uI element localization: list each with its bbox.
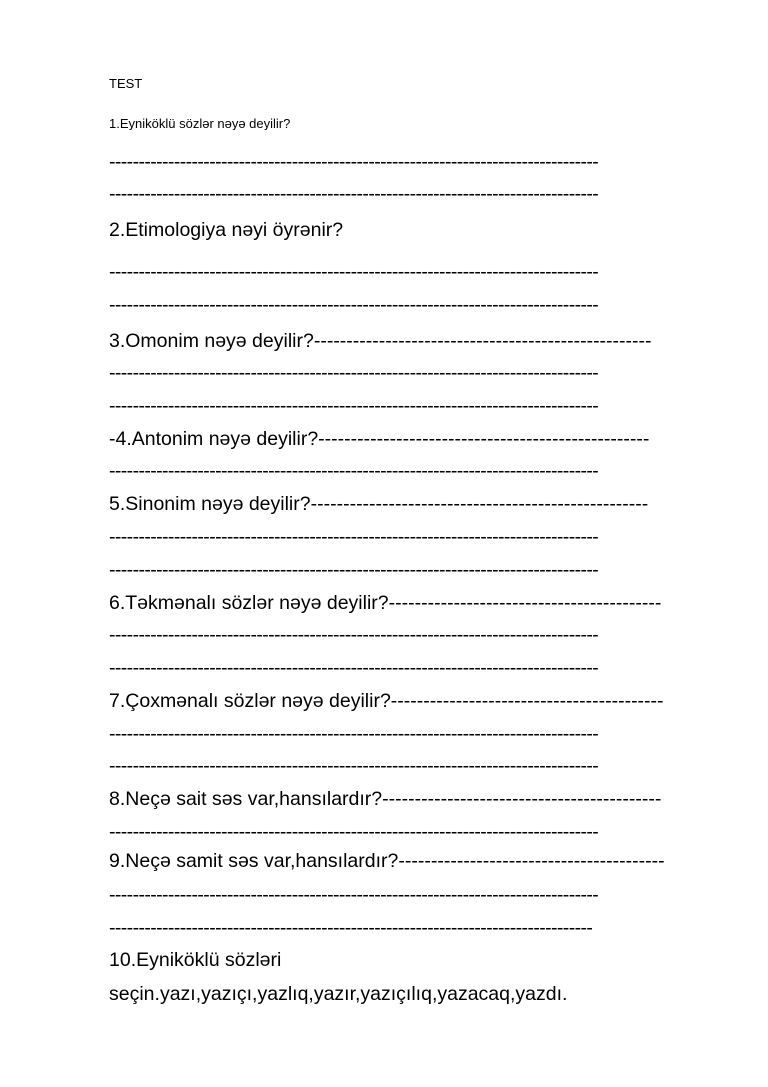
answer-line: ----------------------------------------------------------------------------------- (109, 364, 599, 384)
answer-line: ----------------------------------------------------------------------------------- (109, 659, 599, 679)
question-8: 8.Neçə sait səs var,hansılardır?------------------------------------------- (109, 790, 662, 810)
answer-line: ----------------------------------------------------------------------------------- (109, 561, 599, 581)
answer-line: ---------------------------------------------------------------------------------- (109, 919, 593, 939)
question-1: 1.Eyniköklü sözlər nəyə deyilir? (109, 117, 291, 130)
answer-line: ----------------------------------------------------------------------------------- (109, 462, 599, 482)
question-10-options: seçin.yazı,yazıçı,yazlıq,yazır,yazıçılıq,yazacaq,yazdı. (109, 985, 568, 1005)
answer-line: ----------------------------------------------------------------------------------- (109, 153, 599, 173)
question-9: 9.Neçə samit səs var,hansılardır?----------------------------------------- (109, 852, 665, 872)
answer-line: ----------------------------------------------------------------------------------- (109, 626, 599, 646)
answer-line: ----------------------------------------------------------------------------------- (109, 757, 599, 777)
answer-line: ----------------------------------------------------------------------------------- (109, 397, 599, 417)
question-6: 6.Təkmənalı sözlər nəyə deyilir?------------------------------------------ (109, 594, 662, 614)
answer-line: ----------------------------------------------------------------------------------- (109, 185, 599, 205)
answer-line: ----------------------------------------------------------------------------------- (109, 886, 599, 906)
question-10: 10.Eyniköklü sözləri (109, 951, 282, 971)
answer-line: ----------------------------------------------------------------------------------- (109, 725, 599, 745)
question-7: 7.Çoxmənalı sözlər nəyə deyilir?------------------------------------------ (109, 692, 664, 712)
document-title: TEST (109, 77, 143, 90)
answer-line: ----------------------------------------------------------------------------------- (109, 823, 599, 843)
answer-line: ----------------------------------------------------------------------------------- (109, 528, 599, 548)
answer-line: ----------------------------------------------------------------------------------- (109, 296, 599, 316)
question-4: -4.Antonim nəyə deyilir?--------------------------------------------------- (109, 430, 650, 450)
question-3: 3.Omonim nəyə deyilir?---------------------------------------------------- (109, 332, 652, 352)
question-5: 5.Sinonim nəyə deyilir?---------------------------------------------------- (109, 495, 649, 515)
question-2: 2.Etimologiya nəyi öyrənir? (109, 221, 344, 241)
answer-line: ----------------------------------------------------------------------------------- (109, 263, 599, 283)
